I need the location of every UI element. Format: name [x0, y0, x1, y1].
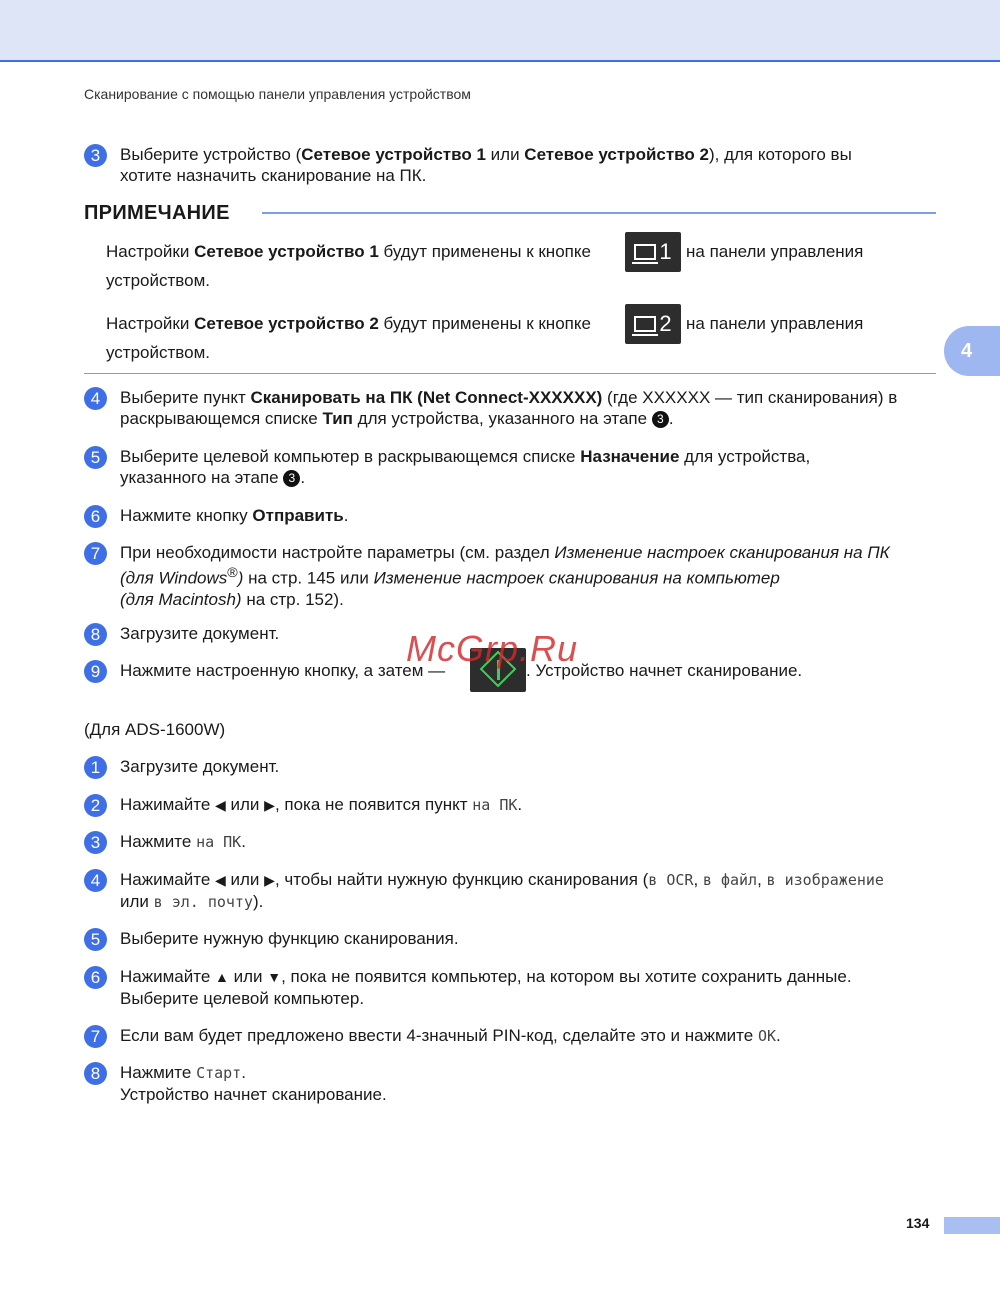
- step-text: , пока не появится компьютер, на котором вы хотите сохранить данные.: [281, 967, 852, 986]
- step-text: .: [343, 506, 349, 525]
- step-text: .: [300, 468, 306, 487]
- step-text: .: [241, 832, 246, 851]
- step-number: 6: [84, 505, 107, 528]
- step-text: раскрывающемся списке: [120, 409, 323, 428]
- menu-item-text: в изображение: [766, 871, 884, 889]
- step-text: Выберите пункт: [120, 388, 251, 407]
- step-text: Нажмите: [120, 1063, 197, 1082]
- registered-mark: ®: [227, 565, 238, 581]
- step-text: Выберите целевой компьютер в раскрывающемся списке: [120, 447, 581, 466]
- step-text: Нажмите настроенную кнопку, а затем —: [120, 661, 446, 680]
- step-text: или: [225, 870, 265, 889]
- note-divider: [84, 373, 936, 374]
- step-reference: 3: [283, 470, 300, 487]
- page-number: 134: [906, 1215, 930, 1231]
- note-text: устройством.: [106, 343, 210, 362]
- step-text: на стр. 145 или: [243, 568, 374, 588]
- step-text: .: [776, 1026, 781, 1045]
- step-text: Загрузите документ.: [120, 757, 280, 776]
- left-arrow-icon: ◀: [215, 797, 226, 813]
- step-link-text: ): [237, 568, 244, 588]
- chapter-tab: 4: [944, 326, 1000, 376]
- step-number: 4: [84, 387, 107, 410]
- right-arrow-icon: ▶: [264, 797, 275, 813]
- step-number: 8: [84, 623, 107, 646]
- step-text: .: [517, 795, 523, 814]
- page-number-bar: [944, 1217, 1000, 1234]
- note-bold: Сетевое устройство 1: [194, 242, 379, 261]
- step-number: 7: [84, 542, 107, 565]
- button-number: 1: [659, 239, 672, 264]
- step-link-text[interactable]: Изменение настроек сканирования на ПК: [554, 543, 890, 562]
- step-text: или: [120, 892, 154, 911]
- step-text: хотите назначить сканирование на ПК.: [120, 166, 427, 185]
- step-text: .: [241, 1063, 246, 1082]
- step-link-text[interactable]: Изменение настроек сканирования на компьютер: [373, 568, 780, 588]
- left-arrow-icon: ◀: [215, 872, 226, 888]
- step-text: ).: [252, 892, 264, 911]
- step-text: Нажмите: [120, 832, 197, 851]
- step-text: . Устройство начнет сканирование.: [526, 661, 803, 680]
- running-header: Сканирование с помощью панели управления устройством: [84, 86, 471, 102]
- note-text: на панели управления: [686, 242, 864, 261]
- button-number: 2: [659, 311, 672, 336]
- note-line-2: [106, 313, 591, 334]
- menu-item-text: в эл. почту: [153, 893, 253, 911]
- step-text: Нажимайте: [120, 870, 216, 889]
- step-text: указанного на этапе: [120, 468, 284, 487]
- step-bold: Тип: [322, 409, 353, 428]
- menu-item-text: на ПК: [472, 796, 518, 814]
- up-arrow-icon: ▲: [215, 969, 229, 985]
- menu-item-text: в OCR: [648, 871, 694, 889]
- network-device-1-button: [625, 232, 681, 272]
- step-number: 9: [84, 660, 107, 683]
- step-text: для устройства,: [679, 447, 811, 466]
- step-text: При необходимости настройте параметры (см. раздел: [120, 543, 555, 562]
- step-number: 5: [84, 446, 107, 469]
- step-text: , пока не появится пункт: [274, 795, 473, 814]
- step-bold: Назначение: [580, 447, 680, 466]
- step-text: или: [225, 795, 265, 814]
- menu-item-text: Старт: [196, 1064, 242, 1082]
- menu-item-text: OK: [757, 1027, 776, 1045]
- step-text: Загрузите документ.: [120, 624, 280, 643]
- step-bold: Сканировать на ПК (Net Connect-XXXXXX): [250, 388, 603, 407]
- model-subheading: (Для ADS-1600W): [84, 720, 226, 739]
- right-arrow-icon: ▶: [264, 872, 275, 888]
- step-number: 5: [84, 928, 107, 951]
- note-text: будут применены к кнопке: [378, 242, 591, 261]
- step-number: 7: [84, 1025, 107, 1048]
- note-text: Настройки: [106, 314, 195, 333]
- step-text: Нажимайте: [120, 795, 216, 814]
- down-arrow-icon: ▼: [267, 969, 282, 985]
- step-bold: Отправить: [252, 506, 344, 525]
- note-title: ПРИМЕЧАНИЕ: [84, 202, 230, 224]
- step-number: 2: [84, 794, 107, 817]
- step-reference: 3: [652, 411, 669, 428]
- note-text: устройством.: [106, 271, 210, 290]
- note-text: на панели управления: [686, 314, 864, 333]
- menu-item-text: в файл: [702, 871, 758, 889]
- network-device-2-button: [625, 304, 681, 344]
- step-text: Выберите целевой компьютер.: [120, 989, 365, 1008]
- step-link-text[interactable]: (для Windows: [120, 568, 228, 588]
- step-text: .: [668, 409, 674, 428]
- step-text: или: [485, 145, 525, 164]
- step-number: 3: [84, 144, 107, 167]
- step-text: , чтобы найти нужную функцию сканирования (: [274, 870, 649, 889]
- step-number: 1: [84, 756, 107, 779]
- computer-icon: [634, 244, 656, 260]
- watermark: McGrp.Ru: [406, 628, 579, 669]
- computer-icon: [634, 316, 656, 332]
- step-text: ,: [693, 870, 703, 889]
- step-text: на стр. 152).: [241, 589, 344, 609]
- header-band: [0, 0, 1000, 62]
- note-line-1: [106, 241, 591, 262]
- step-text: (где XXXXXX — тип сканирования) в: [602, 388, 898, 407]
- step-text: Нажмите кнопку: [120, 506, 253, 525]
- menu-item-text: на ПК: [196, 833, 242, 851]
- note-bold: Сетевое устройство 2: [194, 314, 379, 333]
- step-text: или: [228, 967, 268, 986]
- step-link-text[interactable]: (для Macintosh): [120, 589, 242, 609]
- step-number: 6: [84, 966, 107, 989]
- step-text: ,: [757, 870, 767, 889]
- step-text: ), для которого вы: [708, 145, 852, 164]
- step-text: Нажимайте: [120, 967, 216, 986]
- step-number: 8: [84, 1062, 107, 1085]
- step-text: Устройство начнет сканирование.: [120, 1085, 387, 1104]
- step-number: 4: [84, 869, 107, 892]
- note-divider: [262, 212, 936, 214]
- step-text: Если вам будет предложено ввести 4-значный PIN-код, сделайте это и нажмите: [120, 1026, 758, 1045]
- step-number: 3: [84, 831, 107, 854]
- note-text: Настройки: [106, 242, 195, 261]
- note-text: будут применены к кнопке: [378, 314, 591, 333]
- step-text: для устройства, указанного на этапе: [352, 409, 652, 428]
- step-text: Выберите устройство (: [120, 145, 302, 164]
- step-bold: Сетевое устройство 1: [301, 145, 486, 164]
- step-text: Выберите нужную функцию сканирования.: [120, 929, 459, 948]
- step-bold: Сетевое устройство 2: [524, 145, 709, 164]
